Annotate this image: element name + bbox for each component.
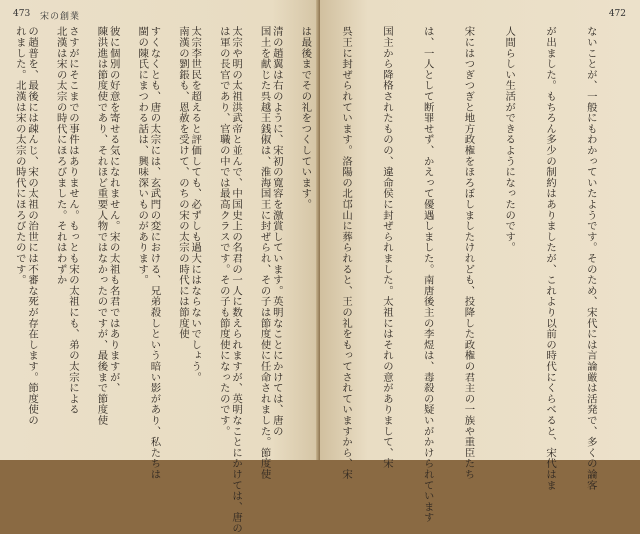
text-line: 呉王に封ぜられています。洛陽の北邙山に葬られると、王の礼をもってされていますから、宋: [340, 26, 353, 480]
text-line: 清の趙翼は右のように、宋初の寛容を激賞しています。英明なことにかけては、唐の: [270, 26, 283, 437]
text-line: 太宗李世民を超えると評価しても、必ずしも過大にはならないでしょう。: [189, 26, 202, 383]
text-line: の趙普を、最後には疎んじ、宋の太祖の治世には不審な死が存在します。節度使の: [26, 26, 39, 426]
text-line: が出ました。もちろん多少の制約はありましたが、これより以前の時代にくらべると、宋代はま: [544, 26, 557, 491]
text-line: 北漢は宋の太宗の時代にほろびました。それはわずか: [54, 26, 67, 286]
text-line: 彼に個別の好意を寄せる気になれません。宋の太祖も名君ではありますが、: [107, 26, 120, 394]
text-line: れました。北漢は宋の太宗の時代にほろびたのです。: [13, 26, 26, 286]
right-page-number: 472: [608, 9, 626, 19]
text-line: 人間らしい生活ができるようになったのです。: [503, 26, 516, 253]
left-page-number: 473: [13, 9, 31, 19]
text-line: 国主から降格されたものの、違命侯に封ぜられました。太祖にはそれの意がありまして、宋: [380, 26, 393, 469]
text-line: は最後までその礼をつくしています。: [299, 26, 312, 210]
text-line: 宋にはつぎつぎと地方政権をほろぼしましたけれども、投降した政権の君主の一族や重臣たち: [462, 26, 475, 480]
text-line: 太宗や明の太祖洪武帝と並んで、中国史上の名君の一人に数えられますが、英明なことにかけては、唐の: [230, 26, 243, 534]
text-line: さすがにそこまでの事件はありません。もっとも宋の太祖にも、弟の太宗による: [66, 26, 79, 415]
text-line: 南漢の劉鋹も、恩赦を受けて、のちの宋の太宗の時代には節度使: [177, 26, 189, 340]
text-line: すくなくとも、唐の太宗には、玄武門の変における、兄弟殺しという暗い影があり、私たちは: [148, 26, 161, 480]
text-line: は、一人として断罪せず、かえって優遇しました。南唐後主の李煜は、毒殺の疑いがかけられています: [421, 26, 434, 523]
text-line: は軍の長官であり、官職の中では最高クラスです。その子も節度使になったのです。: [217, 26, 230, 437]
text-line: ないことが、一般にもわかっていたようです。そのため、宋代には言論厳は活発で、多くの論客: [584, 26, 597, 491]
text-line: 閩の陳氏にまつわる話は、興味深いものがあります。: [136, 26, 149, 286]
text-line: 陳洪進は節度使であり、それほど重要人物ではなかったのですが、最後まで節度使: [95, 26, 108, 426]
running-title: 宋の創業: [40, 12, 81, 22]
text-line: 国土を献じた呉越王銭俶は、淮海国王に封ぜられ、その子は節度使に任命されました。節度使: [258, 26, 271, 480]
